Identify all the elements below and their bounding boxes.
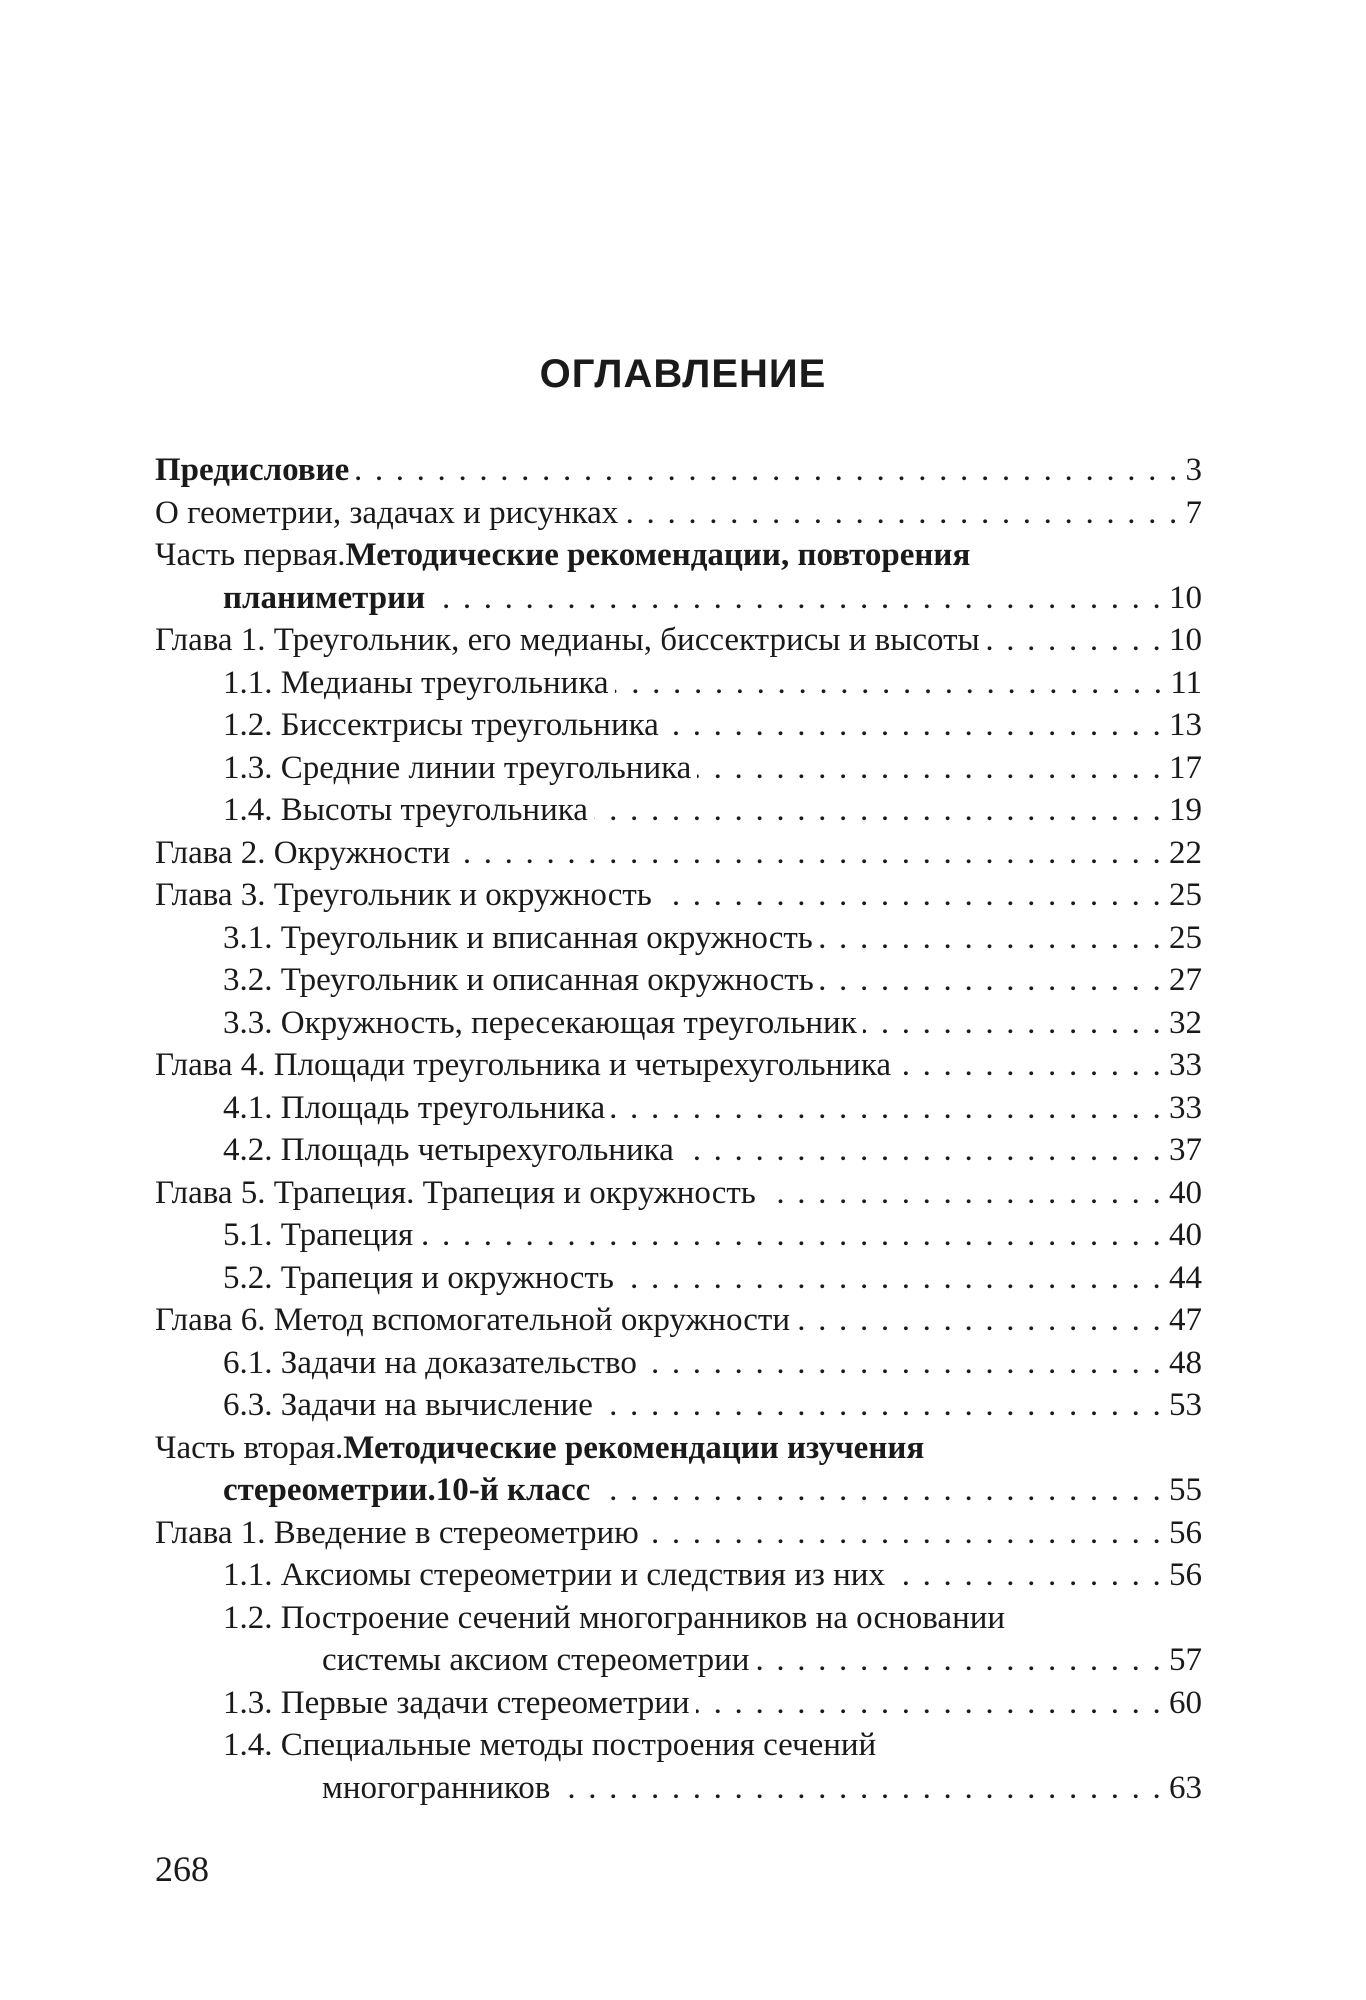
toc-entry-title: 1.2. Биссектрисы треугольника — [223, 707, 659, 743]
toc-entry-title: 1.4. Высоты треугольника — [223, 792, 588, 828]
toc-part-two-heading[interactable] — [155, 1427, 1202, 1470]
toc-entry-title: Глава 4. Площади треугольника и четырехугольника — [155, 1047, 892, 1083]
leader-dots — [556, 1767, 1163, 1810]
toc-part-two-continuation[interactable] — [155, 1469, 1202, 1512]
toc-entry-page: 53 — [1169, 1387, 1202, 1423]
toc-section-continuation[interactable] — [155, 1639, 1202, 1682]
toc-section[interactable] — [155, 1384, 1202, 1427]
leader-dots — [897, 1044, 1163, 1087]
toc-entry-page: 57 — [1169, 1642, 1202, 1678]
toc-entry-page: 19 — [1169, 792, 1202, 828]
toc-entry-page: 56 — [1169, 1514, 1202, 1551]
toc-entry-title: Глава 6. Метод вспомогательной окружности — [155, 1302, 790, 1338]
leader-dots — [431, 577, 1163, 620]
leader-dots — [596, 1469, 1163, 1512]
toc-entry-title: планиметрии — [223, 579, 426, 616]
toc-entry-title: 5.1. Трапеция — [223, 1217, 414, 1253]
toc-section[interactable] — [155, 959, 1202, 1002]
toc-entry-page: 17 — [1169, 749, 1202, 786]
toc-section[interactable] — [155, 1554, 1202, 1597]
toc-entry-title: Глава 5. Трапеция. Трапеция и окружность — [155, 1174, 756, 1211]
toc-entry-title: стереометрии.10-й класс — [223, 1472, 591, 1508]
toc-section[interactable] — [155, 1002, 1202, 1045]
toc-entry-title: 3.3. Окружность, пересекающая треугольник — [223, 1004, 857, 1041]
toc-entry-title: 1.2. Построение сечений многогранников на основании — [223, 1599, 1006, 1636]
toc-entry-page: 7 — [1185, 494, 1202, 531]
leader-dots — [696, 1682, 1163, 1725]
toc-entry-title: Методические рекомендации, повторения — [345, 537, 971, 573]
toc-entry-page: 48 — [1169, 1344, 1202, 1381]
toc-entry-page: 33 — [1169, 1047, 1202, 1083]
toc-entry-title: 1.1. Аксиомы стереометрии и следствия из них — [223, 1557, 885, 1593]
toc-entry-page: 33 — [1169, 1089, 1202, 1126]
table-of-contents — [155, 449, 1202, 1809]
page-number: 268 — [155, 1849, 209, 1889]
toc-chapter[interactable] — [155, 1044, 1202, 1087]
toc-entry-page: 22 — [1169, 834, 1202, 871]
toc-entry-page: 47 — [1169, 1302, 1202, 1338]
toc-section[interactable] — [155, 747, 1202, 790]
leader-dots — [762, 1172, 1163, 1215]
leader-dots — [419, 1214, 1163, 1257]
toc-entry-page: 25 — [1169, 919, 1202, 956]
leader-dots — [680, 1129, 1163, 1172]
toc-entry-page: 3 — [1185, 452, 1202, 488]
toc-heading: ОГЛАВЛЕНИЕ — [539, 352, 827, 396]
toc-entry-about-geometry[interactable] — [155, 492, 1202, 535]
toc-section[interactable] — [155, 917, 1202, 960]
toc-entry-page: 10 — [1169, 622, 1202, 658]
toc-entry-title: системы аксиом стереометрии — [322, 1642, 750, 1678]
toc-entry-title: О геометрии, задачах и рисунках — [155, 494, 619, 531]
leader-dots — [611, 1087, 1163, 1130]
toc-section[interactable] — [155, 789, 1202, 832]
toc-section[interactable] — [155, 1257, 1202, 1300]
toc-entry-title: 1.4. Специальные методы построения сечений — [223, 1727, 877, 1763]
toc-entry-title: 1.3. Первые задачи стереометрии — [223, 1684, 690, 1721]
toc-part-one-heading[interactable] — [155, 534, 1202, 577]
toc-entry-title: Методические рекомендации изучения — [343, 1429, 925, 1466]
toc-entry-title: Глава 2. Окружности — [155, 834, 451, 871]
toc-entry-page: 40 — [1169, 1217, 1202, 1253]
toc-entry-page: 63 — [1169, 1769, 1202, 1806]
toc-section[interactable] — [155, 704, 1202, 747]
toc-entry-title: 6.1. Задачи на доказательство — [223, 1344, 637, 1381]
toc-entry-title: 6.3. Задачи на вычисление — [223, 1387, 593, 1423]
toc-entry-page: 13 — [1169, 707, 1202, 743]
toc-section[interactable] — [155, 1342, 1202, 1385]
leader-dots — [796, 1299, 1163, 1342]
toc-section[interactable] — [155, 1724, 1202, 1767]
toc-entry-page: 25 — [1169, 877, 1202, 913]
toc-entry-page: 56 — [1169, 1557, 1202, 1593]
leader-dots — [355, 449, 1179, 492]
leader-dots — [755, 1639, 1163, 1682]
toc-entry-page: 27 — [1169, 962, 1202, 998]
toc-entry-title: 3.1. Треугольник и вписанная окружность — [223, 919, 813, 956]
leader-dots — [820, 959, 1163, 1002]
leader-dots — [665, 704, 1163, 747]
toc-section[interactable] — [155, 662, 1202, 705]
leader-dots — [624, 492, 1179, 535]
toc-entry-title: Глава 1. Треугольник, его медианы, биссектрисы и высоты — [155, 622, 980, 658]
toc-section[interactable] — [155, 1214, 1202, 1257]
toc-entry-page: 32 — [1169, 1004, 1202, 1041]
leader-dots — [456, 832, 1163, 875]
toc-entry-title: 3.2. Треугольник и описанная окружность — [223, 962, 814, 998]
toc-entry-page: 10 — [1169, 579, 1202, 616]
toc-part-label: Часть вторая. — [155, 1429, 344, 1466]
toc-part-label: Часть первая. — [155, 537, 346, 573]
toc-chapter[interactable] — [155, 1172, 1202, 1215]
toc-entry-title: 5.2. Трапеция и окружность — [223, 1259, 614, 1296]
toc-entry-title: 4.1. Площадь треугольника — [223, 1089, 606, 1126]
leader-dots — [986, 619, 1163, 662]
toc-section-continuation[interactable] — [155, 1767, 1202, 1810]
toc-entry-page: 55 — [1169, 1472, 1202, 1508]
toc-entry-title: 4.2. Площадь четырехугольника — [223, 1132, 674, 1168]
leader-dots — [643, 1342, 1163, 1385]
toc-entry-page: 44 — [1169, 1259, 1202, 1296]
toc-chapter[interactable] — [155, 1512, 1202, 1555]
toc-section[interactable] — [155, 1087, 1202, 1130]
toc-entry-page: 37 — [1169, 1132, 1202, 1168]
leader-dots — [819, 917, 1163, 960]
leader-dots — [863, 1002, 1163, 1045]
toc-entry-title: 1.1. Медианы треугольника — [223, 664, 609, 701]
toc-chapter[interactable] — [155, 1299, 1202, 1342]
toc-entry-page: 60 — [1169, 1684, 1202, 1721]
toc-chapter[interactable] — [155, 832, 1202, 875]
leader-dots — [615, 662, 1165, 705]
leader-dots — [697, 747, 1163, 790]
toc-entry-title: многогранников — [322, 1769, 551, 1806]
leader-dots — [599, 1384, 1163, 1427]
toc-entry-page: 40 — [1169, 1174, 1202, 1211]
toc-entry-title: Глава 1. Введение в стереометрию — [155, 1514, 639, 1551]
toc-section[interactable] — [155, 1682, 1202, 1725]
toc-entry-title: 1.3. Средние линии треугольника — [223, 749, 692, 786]
toc-entry-title: Глава 3. Треугольник и окружность — [155, 877, 652, 913]
toc-chapter[interactable] — [155, 874, 1202, 917]
toc-part-one-continuation[interactable] — [155, 577, 1202, 620]
toc-chapter[interactable] — [155, 619, 1202, 662]
leader-dots — [891, 1554, 1163, 1597]
toc-entry-foreword[interactable] — [155, 449, 1202, 492]
leader-dots — [620, 1257, 1163, 1300]
toc-entry-title: Предисловие — [155, 452, 350, 488]
toc-section[interactable] — [155, 1597, 1202, 1640]
leader-dots — [658, 874, 1163, 917]
toc-section[interactable] — [155, 1129, 1202, 1172]
toc-entry-page: 11 — [1170, 664, 1202, 701]
leader-dots — [645, 1512, 1163, 1555]
leader-dots — [594, 789, 1163, 832]
